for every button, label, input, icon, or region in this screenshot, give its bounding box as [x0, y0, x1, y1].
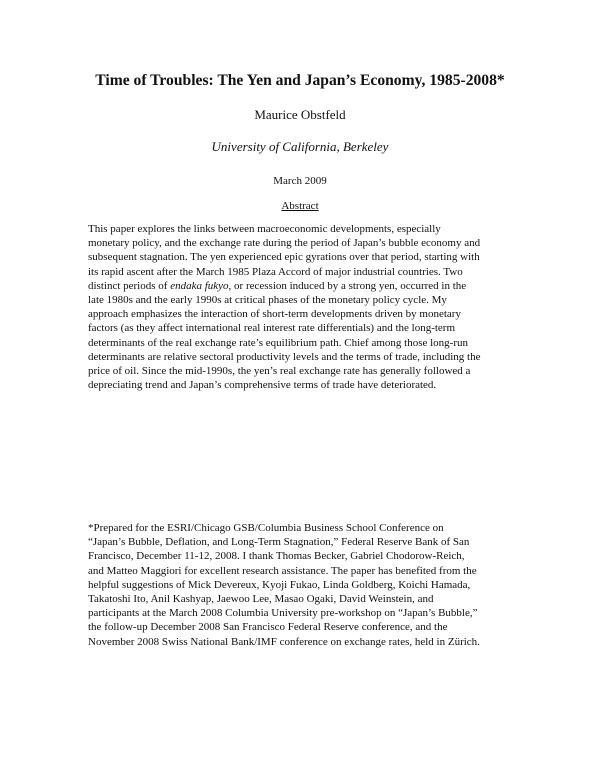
footnote-line: and Matteo Maggiori for excellent research assistance. The paper has benefited from the	[88, 564, 477, 577]
footnote	[88, 521, 520, 649]
footnote-line: Takatoshi Ito, Anil Kashyap, Jaewoo Lee, Masao Ogaki, David Weinstein, and	[88, 593, 434, 606]
abstract-line: depreciating trend and Japan’s comprehensive terms of trade have deteriorated.	[88, 379, 437, 392]
abstract-line: This paper explores the links between macroeconomic developments, especially	[88, 223, 441, 235]
paper-title: Time of Troubles: The Yen and Japan’s Economy, 1985-2008*	[95, 72, 505, 89]
footnote-line: helpful suggestions of Mick Devereux, Kyoji Fukao, Linda Goldberg, Koichi Hamada,	[88, 578, 471, 591]
abstract-line: determinants of the real exchange rate’s equilibrium path. Chief among those long-run	[88, 336, 468, 349]
abstract-heading-text: Abstract	[281, 200, 319, 212]
footnote-line: Francisco, December 11-12, 2008. I thank Thomas Becker, Gabriel Chodorow-Reich,	[88, 550, 465, 563]
abstract-line: subsequent stagnation. The yen experienced epic gyrations over that period, starting with	[88, 251, 480, 264]
footnote-line: *Prepared for the ESRI/Chicago GSB/Columbia Business School Conference on	[88, 522, 444, 534]
footnote-line: November 2008 Swiss National Bank/IMF conference on exchange rates, held in Zürich.	[88, 635, 480, 648]
abstract-line-text: distinct periods of	[88, 279, 171, 292]
abstract-line: price of oil. Since the mid-1990s, the yen’s real exchange rate has generally followed a	[88, 365, 471, 378]
abstract-line: factors (as they affect international real interest rate differentials) and the long-term	[88, 322, 456, 335]
footnote-line: participants at the March 2008 Columbia University pre-workshop on “Japan’s Bubble,”	[88, 607, 478, 620]
footnote-line: “Japan’s Bubble, Deflation, and Long-Term Stagnation,” Federal Reserve Bank of San	[88, 536, 470, 549]
abstract-line-text: , or recession induced by a strong yen, occurred in the	[228, 279, 467, 292]
author-affiliation: University of California, Berkeley	[211, 139, 389, 154]
abstract-line	[88, 279, 520, 293]
footnote-line: the follow-up December 2008 San Francisco Federal Reserve conference, and the	[88, 621, 448, 634]
abstract-line: monetary policy, and the exchange rate during the period of Japan’s bubble economy and	[88, 237, 481, 250]
author-name: Maurice Obstfeld	[254, 107, 346, 122]
abstract-italic-term: endaka fukyo	[170, 279, 229, 292]
abstract-line: late 1980s and the early 1990s at critical phases of the monetary policy cycle. My	[88, 294, 447, 307]
abstract-line: approach emphasizes the interaction of short-term developments driven by monetary	[88, 308, 461, 321]
abstract-line: its rapid ascent after the March 1985 Plaza Accord of major industrial countries. Two	[88, 265, 463, 278]
abstract-line: determinants are relative sectoral productivity levels and the terms of trade, including the	[88, 350, 481, 363]
abstract-heading	[0, 199, 600, 213]
publication-date: March 2009	[273, 175, 327, 187]
abstract-body	[88, 222, 520, 392]
